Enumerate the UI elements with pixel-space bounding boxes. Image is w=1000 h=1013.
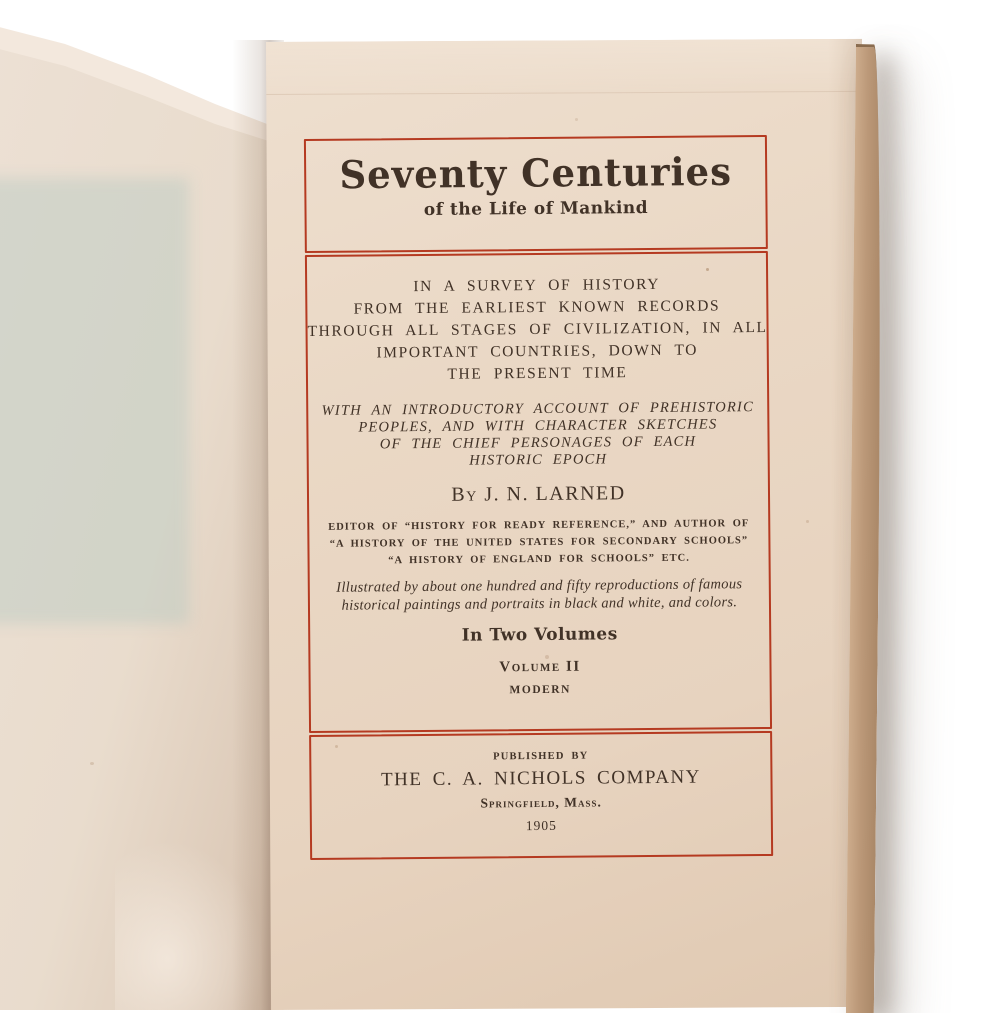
- book-title: Seventy Centuries: [339, 148, 733, 198]
- publisher-rule-box: [309, 731, 773, 860]
- volume-number: Volume II: [499, 658, 581, 676]
- foxing-speck: [335, 745, 338, 748]
- introductory-line: HISTORIC EPOCH: [469, 451, 608, 469]
- published-by-label: PUBLISHED BY: [493, 750, 589, 763]
- publisher-name: THE C. A. NICHOLS COMPANY: [380, 766, 702, 791]
- foxing-speck: [545, 655, 549, 659]
- publication-year: 1905: [525, 817, 557, 834]
- foxing-speck: [706, 268, 709, 271]
- survey-line: THE PRESENT TIME: [447, 364, 628, 383]
- title-rule-box: [304, 135, 768, 253]
- byline-prefix: By: [451, 483, 478, 506]
- publisher-location: Springfield, Mass.: [480, 794, 602, 811]
- survey-line: IN A SURVEY OF HISTORY: [413, 275, 661, 296]
- book-subtitle: of the Life of Mankind: [423, 198, 649, 220]
- foxing-speck: [90, 762, 94, 765]
- author-name: J. N. LARNED: [484, 482, 626, 506]
- survey-line: IMPORTANT COUNTRIES, DOWN TO: [376, 341, 699, 362]
- survey-line: THROUGH ALL STAGES OF CIVILIZATION, IN ALL: [307, 318, 768, 340]
- title-page-frame: [298, 129, 776, 860]
- credential-line: “A HISTORY OF THE UNITED STATES FOR SECONDARY SCHOOLS”: [329, 535, 749, 550]
- survey-line: FROM THE EARLIEST KNOWN RECORDS: [353, 297, 721, 318]
- credential-line: “A HISTORY OF ENGLAND FOR SCHOOLS” ETC.: [388, 552, 690, 567]
- volumes-note: In Two Volumes: [461, 624, 618, 646]
- introductory-line: PEOPLES, AND WITH CHARACTER SKETCHES: [358, 416, 718, 436]
- volume-kind: MODERN: [509, 683, 571, 697]
- foxing-speck: [575, 118, 578, 121]
- main-rule-box: [305, 251, 772, 733]
- credential-line: EDITOR OF “HISTORY FOR READY REFERENCE,” AND AUTHOR OF: [328, 518, 750, 533]
- introductory-line: OF THE CHIEF PERSONAGES OF EACH: [379, 433, 697, 453]
- illustration-note-line: Illustrated by about one hundred and fifty reproductions of famous: [336, 576, 743, 596]
- left-page-image-show-through: [0, 178, 189, 624]
- foxing-speck: [806, 520, 809, 523]
- introductory-line: WITH AN INTRODUCTORY ACCOUNT OF PREHISTORIC: [321, 399, 754, 419]
- title-page-top-edge: [266, 39, 862, 95]
- author-byline: [309, 481, 768, 508]
- illustration-note-line: historical paintings and portraits in black and white, and colors.: [341, 594, 738, 614]
